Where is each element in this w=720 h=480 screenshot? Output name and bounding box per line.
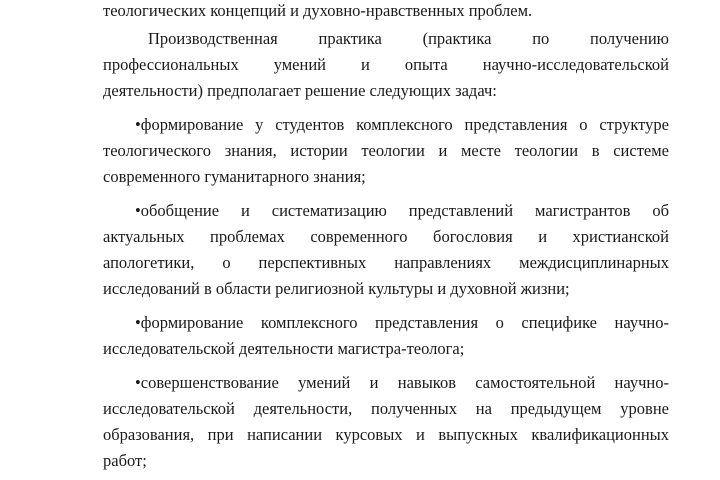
paragraph-line: деятельности) предполагает решение следующих задач: [103, 81, 497, 100]
bullet-item-line: образования, при написании курсовых и выпускных квалификационных [103, 425, 669, 444]
bullet-item-line: актуальных проблемах современного богословия и христианской [103, 227, 669, 246]
bullet-item-line: теологического знания, истории теологии и месте теологии в системе [103, 141, 669, 160]
bullet-item-line: •обобщение и систематизацию представлений магистрантов об [135, 201, 669, 220]
bullet-item-line: современного гуманитарного знания; [103, 167, 366, 186]
bullet-item-line: •совершенствование умений и навыков самостоятельной научно- [135, 373, 669, 392]
bullet-item-line: исследовательской деятельности, полученных на предыдущем уровне [103, 399, 669, 418]
bullet-item-line: исследовательской деятельности магистра-теолога; [103, 339, 465, 358]
bullet-item-line: •формирование комплексного представления о специфике научно- [135, 313, 669, 332]
paragraph-line: Производственная практика (практика по получению [148, 29, 669, 48]
bullet-item-line: апологетики, о перспективных направлениях междисциплинарных [103, 253, 669, 272]
bullet-item-line: •формирование у студентов комплексного представления о структуре [135, 115, 669, 134]
bullet-item-line: работ; [103, 451, 147, 470]
bullet-item-line: исследований в области религиозной культуры и духовной жизни; [103, 279, 570, 298]
paragraph-line: теологических концепций и духовно-нравственных проблем. [103, 1, 533, 20]
paragraph-line: профессиональных умений и опыта научно-исследовательской [103, 55, 669, 74]
